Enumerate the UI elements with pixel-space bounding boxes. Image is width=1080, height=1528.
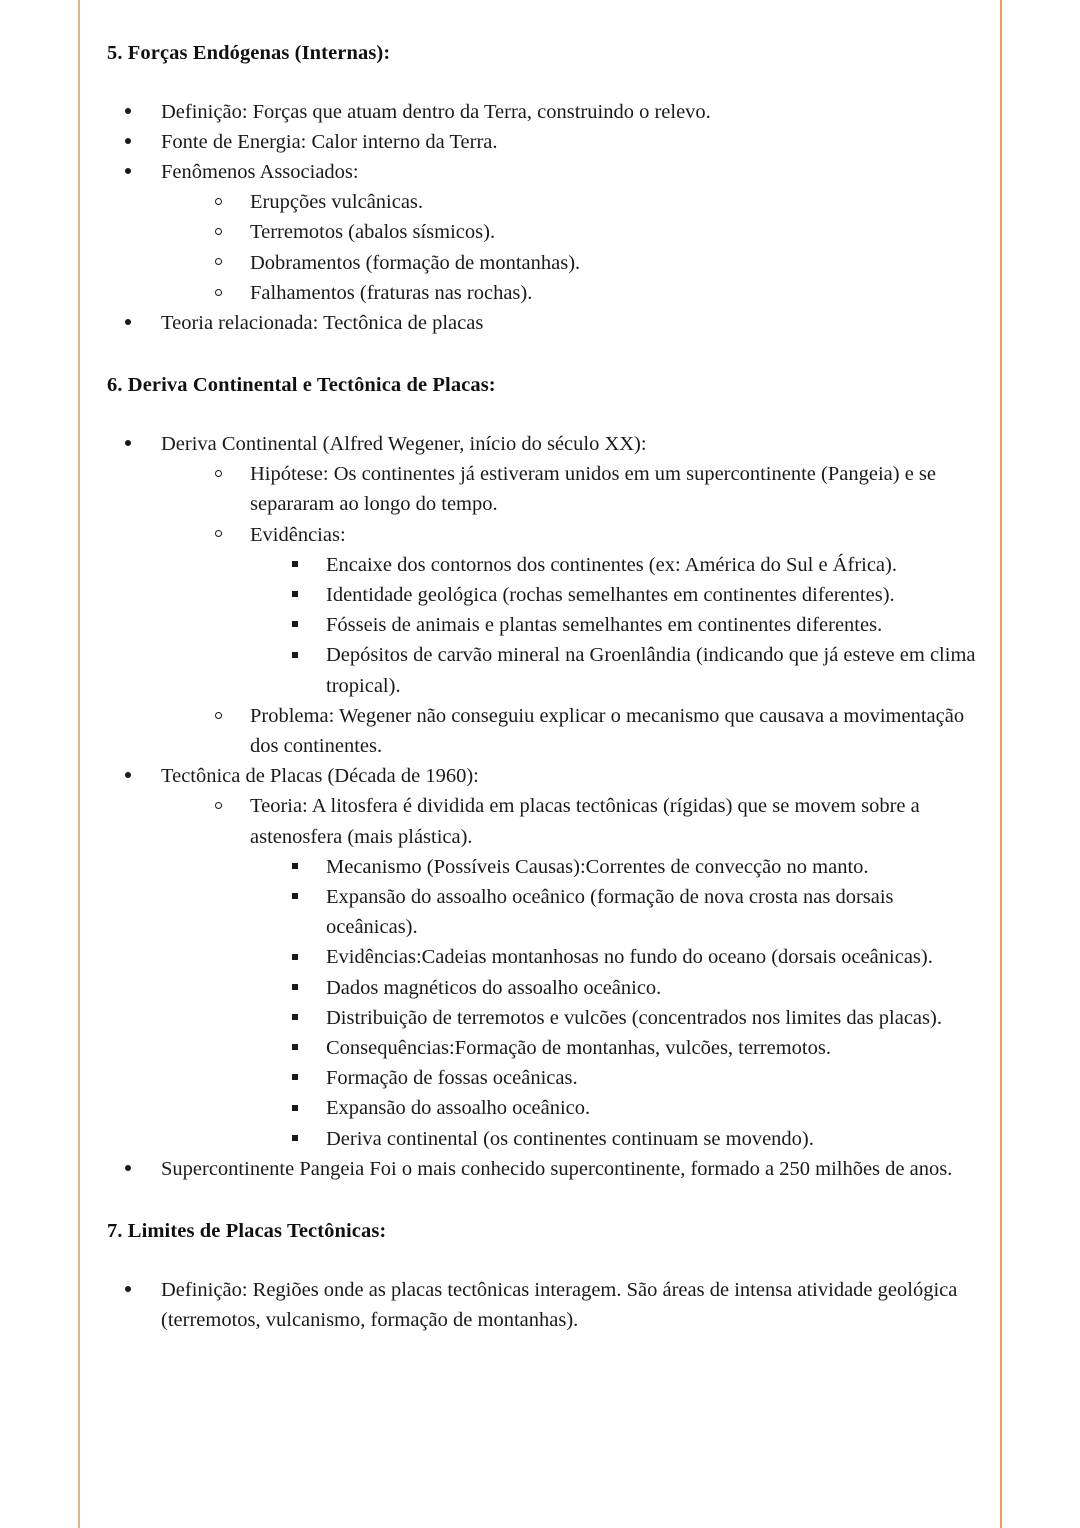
- list-item-text: Deriva Continental (Alfred Wegener, início do século XX):: [161, 432, 647, 455]
- section-7-list: [107, 1275, 977, 1335]
- list-item-text: Identidade geológica (rochas semelhantes em continentes diferentes).: [326, 583, 895, 606]
- list-item-text: Encaixe dos contornos dos continentes (ex: América do Sul e África).: [326, 553, 897, 576]
- list-item: [124, 761, 977, 1154]
- list-item-text: Depósitos de carvão mineral na Groenlândia (indicando que já esteve em clima tropical).: [326, 644, 976, 697]
- list-item: [290, 1033, 977, 1063]
- list-item-text: Teoria: A litosfera é dividida em placas tectônicas (rígidas) que se movem sobre a astenosfera (mais plástica).: [250, 795, 920, 848]
- list-item: [290, 580, 977, 610]
- section-6-list: [107, 429, 977, 1184]
- list-item: [124, 1154, 977, 1184]
- bullet-square-icon: [290, 580, 326, 610]
- bullet-disc-icon: [124, 429, 161, 459]
- list-item: [124, 97, 977, 127]
- list-item-text: Falhamentos (fraturas nas rochas).: [250, 281, 533, 304]
- bullet-disc-icon: [124, 97, 161, 127]
- document-content: [107, 40, 977, 1335]
- bullet-circle-icon: [214, 187, 250, 217]
- list-item-text: Fonte de Energia: Calor interno da Terra.: [161, 130, 498, 153]
- list-item-text: Mecanismo (Possíveis Causas):Correntes de convecção no manto.: [326, 855, 869, 878]
- bullet-circle-icon: [214, 217, 250, 247]
- list-item: [124, 1275, 977, 1335]
- list-item-text: Evidências:Cadeias montanhosas no fundo do oceano (dorsais oceânicas).: [326, 946, 933, 969]
- list-item-text: Consequências:Formação de montanhas, vulcões, terremotos.: [326, 1036, 831, 1059]
- list-item-text: Fenômenos Associados:: [161, 161, 359, 184]
- bullet-disc-icon: [124, 761, 161, 791]
- list-item: [214, 791, 977, 1153]
- spacer: [107, 1245, 977, 1275]
- teoria-sublist: [250, 852, 977, 1154]
- list-item: [290, 942, 977, 972]
- list-item: [124, 308, 977, 338]
- list-item-text: Dobramentos (formação de montanhas).: [250, 251, 581, 274]
- list-item-text: Definição: Regiões onde as placas tectônicas interagem. São áreas de intensa atividade geológica (terremotos, vulcanismo, formação de montanhas).: [161, 1278, 958, 1331]
- bullet-square-icon: [290, 973, 326, 1003]
- bullet-circle-icon: [214, 459, 250, 489]
- list-item-text: Tectônica de Placas (Década de 1960):: [161, 765, 479, 788]
- bullet-square-icon: [290, 1124, 326, 1154]
- list-item: [290, 640, 977, 700]
- list-item-text: Dados magnéticos do assoalho oceânico.: [326, 976, 662, 999]
- list-item: [290, 1003, 977, 1033]
- bullet-disc-icon: [124, 308, 161, 338]
- tectonica-placas-sublist: [161, 791, 977, 1153]
- bullet-square-icon: [290, 1063, 326, 1093]
- list-item: [214, 217, 977, 247]
- list-item-text: Evidências:: [250, 523, 346, 546]
- bullet-square-icon: [290, 610, 326, 640]
- list-item: [290, 882, 977, 942]
- list-item-text: Problema: Wegener não conseguiu explicar o mecanismo que causava a movimentação dos continentes.: [250, 704, 965, 757]
- list-item-text: Formação de fossas oceânicas.: [326, 1067, 578, 1090]
- bullet-disc-icon: [124, 127, 161, 157]
- bullet-circle-icon: [214, 278, 250, 308]
- list-item: [290, 973, 977, 1003]
- bullet-square-icon: [290, 550, 326, 580]
- list-item: [214, 459, 977, 519]
- spacer: [107, 67, 977, 97]
- section-heading-7: 7. Limites de Placas Tectônicas:: [107, 1219, 387, 1242]
- list-item: [124, 127, 977, 157]
- bullet-square-icon: [290, 1033, 326, 1063]
- list-item: [124, 429, 977, 761]
- list-item: [290, 1063, 977, 1093]
- spacer: [107, 1184, 977, 1218]
- list-item: [290, 1093, 977, 1123]
- bullet-circle-icon: [214, 791, 250, 821]
- list-item-text: Teoria relacionada: Tectônica de placas: [161, 312, 484, 335]
- list-item-text: Terremotos (abalos sísmicos).: [250, 221, 496, 244]
- list-item-text: Hipótese: Os continentes já estiveram unidos em um supercontinente (Pangeia) e se separaram ao longo do tempo.: [250, 463, 936, 516]
- list-item-text: Erupções vulcânicas.: [250, 191, 424, 214]
- list-item-text: Distribuição de terremotos e vulcões (concentrados nos limites das placas).: [326, 1006, 942, 1029]
- bullet-square-icon: [290, 1003, 326, 1033]
- list-item: [214, 701, 977, 761]
- list-item: [290, 1124, 977, 1154]
- bullet-disc-icon: [124, 1275, 161, 1305]
- section-heading-5: 5. Forças Endógenas (Internas):: [107, 42, 391, 64]
- spacer: [107, 399, 977, 429]
- bullet-square-icon: [290, 852, 326, 882]
- bullet-disc-icon: [124, 1154, 161, 1184]
- list-item-text: Supercontinente Pangeia Foi o mais conhecido supercontinente, formado a 250 milhões de anos.: [161, 1157, 953, 1180]
- list-item-text: Expansão do assoalho oceânico.: [326, 1097, 591, 1120]
- deriva-continental-sublist: [161, 459, 977, 761]
- bullet-square-icon: [290, 942, 326, 972]
- list-item: [214, 187, 977, 217]
- bullet-circle-icon: [214, 248, 250, 278]
- list-item-text: Deriva continental (os continentes continuam se movendo).: [326, 1127, 814, 1150]
- list-item: [214, 248, 977, 278]
- list-item: [290, 610, 977, 640]
- list-item: [290, 550, 977, 580]
- bullet-square-icon: [290, 1093, 326, 1123]
- list-item-text: Fósseis de animais e plantas semelhantes em continentes diferentes.: [326, 614, 883, 637]
- bullet-square-icon: [290, 882, 326, 912]
- list-item-text: Expansão do assoalho oceânico (formação de nova crosta nas dorsais oceânicas).: [326, 885, 894, 939]
- spacer: [107, 338, 977, 372]
- left-margin-rule: [78, 0, 80, 1528]
- section-5-list: [107, 97, 977, 339]
- right-margin-rule: [1000, 0, 1002, 1528]
- bullet-disc-icon: [124, 157, 161, 187]
- bullet-circle-icon: [214, 520, 250, 550]
- evidencias-sublist: [250, 550, 977, 701]
- list-item: [290, 852, 977, 882]
- bullet-square-icon: [290, 640, 326, 670]
- list-item-text: Definição: Forças que atuam dentro da Terra, construindo o relevo.: [161, 100, 711, 123]
- list-item: [124, 157, 977, 308]
- list-item: [214, 278, 977, 308]
- bullet-circle-icon: [214, 701, 250, 731]
- section-5-sublist: [161, 187, 977, 308]
- list-item: [214, 520, 977, 701]
- section-heading-6: 6. Deriva Continental e Tectônica de Placas:: [107, 374, 496, 397]
